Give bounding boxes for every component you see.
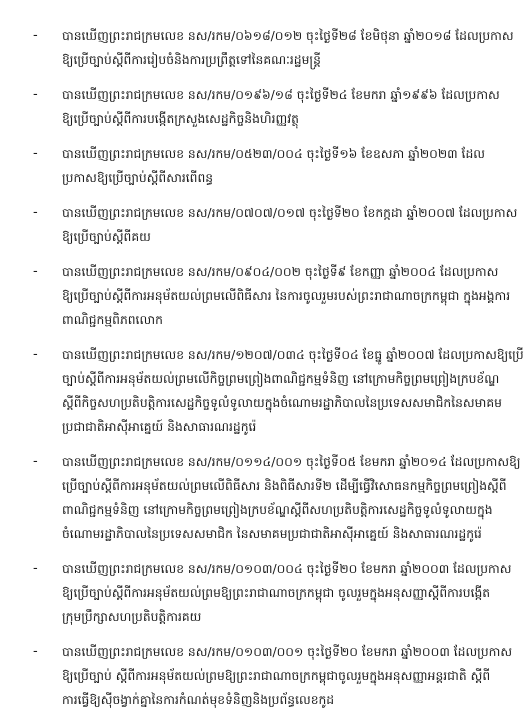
bullet-dash: -: [33, 561, 38, 576]
entry-text-line: ប្រកាសឱ្យប្រើច្បាប់ស្តីពីសារពើពន្ធ: [62, 171, 214, 185]
entry-text-line: ការធ្វើឱ្យស៊ីចង្វាក់គ្នានៃការកំណត់មុខទំនិញនិងប្រព័ន្ធលេខកូដ: [62, 693, 335, 707]
entry-text-line: ឱ្យប្រើច្បាប់ ស្តីពីការអនុម័តយល់ព្រមឱ្យព្រះរាជាណាចក្រកម្ពុជាចូលរួមក្នុងអនុសញ្ញាអន្តរជាតិ ស្តីពី: [62, 669, 491, 683]
reference-entry: [0, 142, 506, 190]
entry-text-line: បានឃើញព្រះរាជក្រមលេខ នស/រកម/០១១៤/០០១ ចុះថ្ងៃទី០៥ ខែមករា ឆ្នាំ២០១៤ ដែលប្រកាសឱ្យ: [62, 455, 521, 469]
entry-text-line: បានឃើញព្រះរាជក្រមលេខ នស/រកម/០៦១៨/០១២ ចុះថ្ងៃទី២៨ ខែមិថុនា ឆ្នាំ២០១៨ ដែលប្រកាស: [62, 29, 514, 43]
entry-text-line: ឱ្យប្រើច្បាប់ស្តីពីការបង្កើតក្រសួងសេដ្ឋកិច្ចនិងហិរញ្ញវត្ថុ: [62, 112, 299, 126]
entry-text-line: បានឃើញព្រះរាជក្រមលេខ នស/រកម/០១៩៦/១៨ ចុះថ្ងៃទី២៤ ខែមករា ឆ្នាំ១៩៩៦ ដែលប្រកាស: [62, 88, 500, 102]
reference-entry: [0, 201, 518, 249]
bullet-dash: -: [33, 454, 38, 469]
document-body: [0, 24, 524, 723]
reference-entry: [0, 24, 514, 72]
entry-text-line: ប្រជាជាតិអាស៊ីអាគ្នេយ៍ និងសាធារណរដ្ឋកូរ៉េ: [62, 420, 257, 434]
bullet-dash: -: [33, 87, 38, 102]
reference-entry: [0, 83, 506, 131]
entry-text-line: ប្រើច្បាប់ស្តីពីការអនុម័តយល់ព្រមលើពិធីសារ និងពិធីសារទី២ ដើម្បីធ្វើវិសោធនកម្មកិច្ចព្រមព្រៀងស្តីពី: [62, 479, 507, 493]
entry-text-line: ពាណិជ្ជកម្មទំនិញ នៅក្រោមកិច្ចព្រមព្រៀងក្របខ័ណ្ឌស្តីពីសហប្រតិបត្តិការសេដ្ឋកិច្ចទូលំទូលាយក្នុង: [62, 503, 493, 517]
reference-entry: [0, 450, 521, 546]
bullet-dash: -: [33, 264, 38, 279]
entry-text-line: ពាណិជ្ជកម្មពិភពលោក: [62, 313, 163, 327]
entry-text-line: ឱ្យប្រើច្បាប់ស្តីពីការរៀបចំនិងការប្រព្រឹត្តទៅនៃគណៈរដ្ឋមន្ត្រី: [62, 53, 321, 67]
entry-text-line: ក្រុមប្រឹក្សាសហប្រតិបត្តិការគយ: [62, 610, 202, 624]
bullet-dash: -: [33, 347, 38, 362]
reference-entry: [0, 640, 513, 712]
entry-text-line: ឱ្យប្រើច្បាប់ស្តីពីការអនុម័តយល់ព្រមឱ្យព្រះរាជាណាចក្រកម្ពុជា ចូលរួមក្នុងអនុសញ្ញាស្តីពីការបង្កើត: [62, 586, 491, 600]
bullet-dash: -: [33, 205, 38, 220]
entry-text-line: បានឃើញព្រះរាជក្រមលេខ នស/រកម/០១០៣/០០១ ចុះថ្ងៃទី២០ ខែមករា ឆ្នាំ២០០៣ ដែលប្រកាស: [62, 645, 513, 659]
entry-text-line: ឱ្យប្រើច្បាប់ស្តីពីការអនុម័តយល់ព្រមលើពិធីសារ នៃការចូលរួមរបស់ព្រះរាជាណាចក្រកម្ពុជា ក្នុងអង្គការ: [62, 289, 511, 303]
entry-text-line: បានឃើញព្រះរាជក្រមលេខ នស/រកម/០៩០៤/០០២ ចុះថ្ងៃទី៩ ខែកញ្ញា ឆ្នាំ២០០៤ ដែលប្រកាស: [62, 265, 499, 279]
bullet-dash: -: [33, 644, 38, 659]
entry-text-line: ស្តីពីកិច្ចសហប្រតិបត្តិការសេដ្ឋកិច្ចទូលំទូលាយក្នុងចំណោមរដ្ឋាភិបាលនៃប្រទេសសមាជិកនៃសមាគម: [62, 396, 502, 410]
reference-entry: [0, 343, 524, 439]
entry-text-line: ច្បាប់ស្តីពីការអនុម័តយល់ព្រមលើកិច្ចព្រមព្រៀងពាណិជ្ជកម្មទំនិញ នៅក្រោមកិច្ចព្រមព្រៀងក្របខ័ណ្ឌ: [62, 372, 500, 386]
entry-text-line: បានឃើញព្រះរាជក្រមលេខ នស/រកម/០៧០៧/០១៧ ចុះថ្ងៃទី២០ ខែកក្កដា ឆ្នាំ២០០៧ ដែលប្រកាស: [62, 206, 518, 220]
bullet-dash: -: [33, 146, 38, 161]
entry-text-line: បានឃើញព្រះរាជក្រមលេខ នស/រកម/០៥២៣/០០៤ ចុះថ្ងៃទី១៦ ខែឧសភា ឆ្នាំ២០២៣ ដែល: [62, 147, 485, 161]
entry-text-line: ឱ្យប្រើច្បាប់ស្តីពីគយ: [62, 230, 151, 244]
entry-text-line: បានឃើញព្រះរាជក្រមលេខ នស/រកម/១២០៧/០៣៤ ចុះថ្ងៃទី០៤ ខែធ្នូ ឆ្នាំ២០០៧ ដែលប្រកាសឱ្យប្រើ: [62, 348, 524, 362]
entry-text-line: បានឃើញព្រះរាជក្រមលេខ នស/រកម/០១០៣/០០៤ ចុះថ្ងៃទី២០ ខែមករា ឆ្នាំ២០០៣ ដែលប្រកាស: [62, 562, 512, 576]
reference-entry: [0, 557, 512, 629]
reference-entry: [0, 260, 511, 332]
bullet-dash: -: [33, 28, 38, 43]
entry-text-line: ចំណោមរដ្ឋាភិបាលនៃប្រទេសសមាជិក នៃសមាគមប្រជាជាតិអាស៊ីអាគ្នេយ៍ និងសាធារណរដ្ឋកូរ៉េ: [62, 527, 482, 541]
